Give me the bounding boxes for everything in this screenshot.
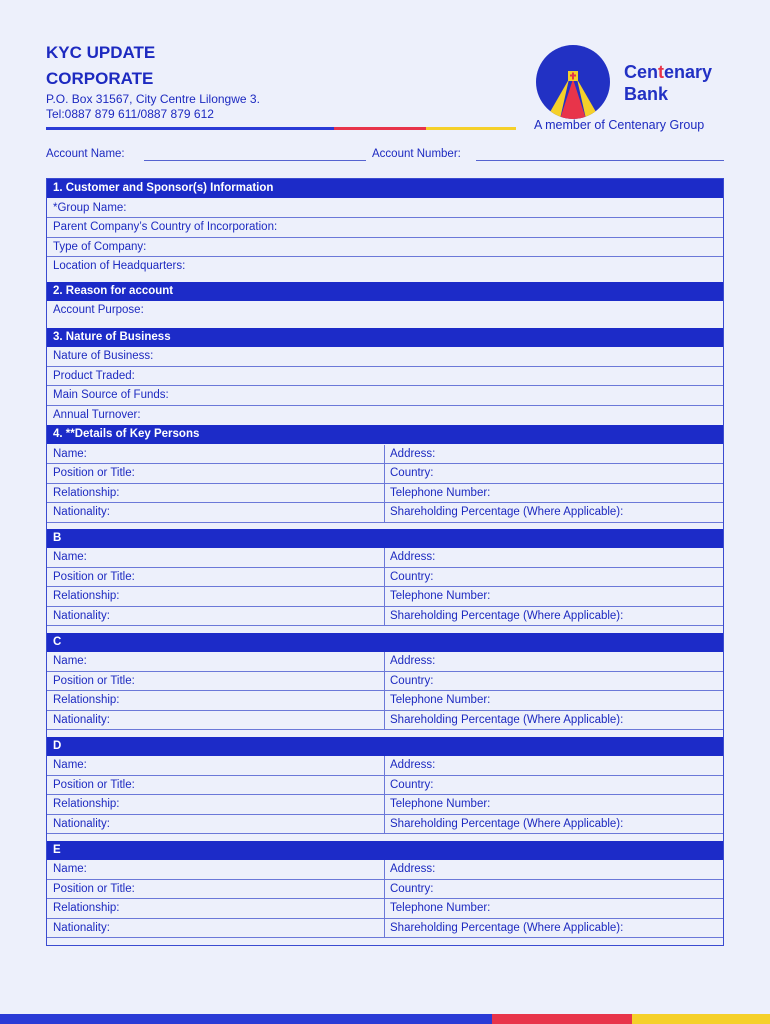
person-field-row[interactable]: Nationality: Shareholding Percentage (Where Applicable): bbox=[47, 503, 723, 523]
person-block-header: D bbox=[47, 737, 723, 756]
person-field-row[interactable]: Position or Title: Country: bbox=[47, 464, 723, 484]
person-field-row[interactable]: Nationality: Shareholding Percentage (Where Applicable): bbox=[47, 919, 723, 939]
person-field-row[interactable]: Nationality: Shareholding Percentage (Where Applicable): bbox=[47, 815, 723, 835]
section-1-header: 1. Customer and Sponsor(s) Information bbox=[47, 179, 723, 198]
person-field-row[interactable]: Nationality: Shareholding Percentage (Where Applicable): bbox=[47, 711, 723, 731]
form-row[interactable]: Main Source of Funds: bbox=[47, 386, 723, 406]
account-name-label: Account Name: bbox=[46, 148, 125, 160]
form-row[interactable]: Parent Company’s Country of Incorporation: bbox=[47, 218, 723, 238]
person-field-row[interactable]: Name: Address: bbox=[47, 445, 723, 465]
centenary-logo bbox=[534, 45, 734, 135]
section-2-header: 2. Reason for account bbox=[47, 282, 723, 301]
person-field-row[interactable]: Position or Title: Country: bbox=[47, 776, 723, 796]
header-rule bbox=[46, 127, 516, 130]
account-line bbox=[46, 146, 724, 164]
person-block-header: C bbox=[47, 633, 723, 652]
person-field-row[interactable]: Name: Address: bbox=[47, 652, 723, 672]
person-block-header: E bbox=[47, 841, 723, 860]
person-field-row[interactable]: Relationship: Telephone Number: bbox=[47, 899, 723, 919]
person-field-row[interactable]: Name: Address: bbox=[47, 860, 723, 880]
account-number-label: Account Number: bbox=[372, 148, 461, 160]
form-row[interactable]: Location of Headquarters: bbox=[53, 260, 186, 272]
person-field-row[interactable]: Position or Title: Country: bbox=[47, 672, 723, 692]
logo-tagline: A member of Centenary Group bbox=[534, 118, 705, 132]
form-row[interactable]: Annual Turnover: bbox=[53, 408, 141, 421]
person-field-row[interactable]: Relationship: Telephone Number: bbox=[47, 587, 723, 607]
footer-bar bbox=[0, 1014, 770, 1024]
logo-wordmark: Centenary Bank bbox=[624, 62, 713, 104]
person-field-row[interactable]: Nationality: Shareholding Percentage (Where Applicable): bbox=[47, 607, 723, 627]
person-field-row[interactable]: Name: Address: bbox=[47, 756, 723, 776]
person-field-row[interactable]: Relationship: Telephone Number: bbox=[47, 691, 723, 711]
section-4-header: 4. **Details of Key Persons bbox=[47, 425, 723, 444]
person-block-header: B bbox=[47, 529, 723, 548]
account-number-field[interactable] bbox=[476, 160, 724, 161]
logo-emblem-icon bbox=[536, 45, 610, 119]
person-field-row[interactable]: Name: Address: bbox=[47, 548, 723, 568]
person-field-row[interactable]: Position or Title: Country: bbox=[47, 568, 723, 588]
form-row[interactable]: Nature of Business: bbox=[47, 347, 723, 367]
person-field-row[interactable]: Relationship: Telephone Number: bbox=[47, 484, 723, 504]
person-field-row[interactable]: Position or Title: Country: bbox=[47, 880, 723, 900]
kyc-form bbox=[46, 178, 724, 946]
form-title: KYC UPDATE CORPORATE bbox=[46, 43, 156, 88]
form-row[interactable]: Product Traded: bbox=[47, 367, 723, 387]
account-name-field[interactable] bbox=[144, 160, 366, 161]
form-row[interactable]: *Group Name: bbox=[47, 199, 723, 219]
section-3-header: 3. Nature of Business bbox=[47, 328, 723, 347]
bank-address: P.O. Box 31567, City Centre Lilongwe 3. Tel:0887 879 611/0887 879 612 bbox=[46, 92, 260, 121]
form-row[interactable]: Account Purpose: bbox=[53, 304, 144, 316]
person-field-row[interactable]: Relationship: Telephone Number: bbox=[47, 795, 723, 815]
form-row[interactable]: Type of Company: bbox=[47, 238, 723, 258]
